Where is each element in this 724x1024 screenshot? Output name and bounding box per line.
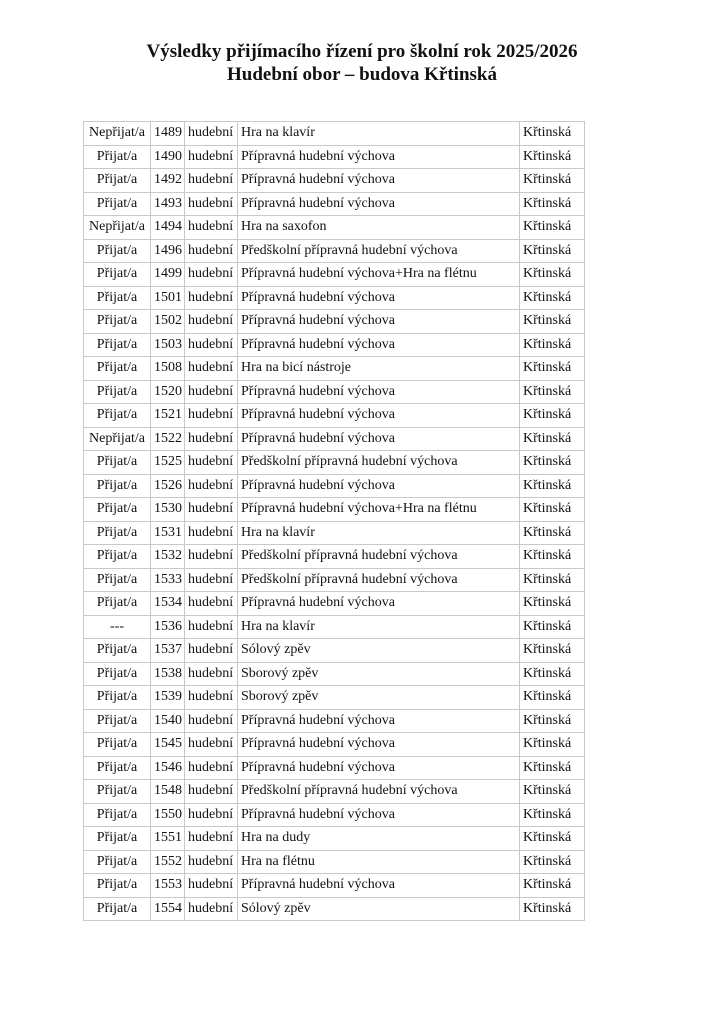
table-row (84, 662, 585, 686)
table-row (84, 521, 585, 545)
applicant-number-cell: 1522 (151, 427, 185, 451)
building-cell: Křtinská (520, 850, 585, 874)
subject-cell: Přípravná hudební výchova (238, 404, 520, 428)
building-cell: Křtinská (520, 286, 585, 310)
applicant-number-cell: 1496 (151, 239, 185, 263)
status-cell: Přijat/a (84, 686, 151, 710)
subject-cell: Přípravná hudební výchova (238, 733, 520, 757)
building-cell: Křtinská (520, 451, 585, 475)
department-cell: hudební (185, 568, 238, 592)
building-cell: Křtinská (520, 709, 585, 733)
building-cell: Křtinská (520, 592, 585, 616)
status-cell: Přijat/a (84, 592, 151, 616)
table-row (84, 756, 585, 780)
subject-cell: Hra na klavír (238, 521, 520, 545)
status-cell: Přijat/a (84, 850, 151, 874)
department-cell: hudební (185, 615, 238, 639)
table-row (84, 803, 585, 827)
subject-cell: Hra na bicí nástroje (238, 357, 520, 381)
table-row (84, 498, 585, 522)
table-row (84, 427, 585, 451)
results-table (83, 121, 585, 921)
department-cell: hudební (185, 145, 238, 169)
building-cell: Křtinská (520, 192, 585, 216)
building-cell: Křtinská (520, 333, 585, 357)
department-cell: hudební (185, 263, 238, 287)
subject-cell: Přípravná hudební výchova (238, 169, 520, 193)
subject-cell: Sborový zpěv (238, 662, 520, 686)
department-cell: hudební (185, 286, 238, 310)
subject-cell: Přípravná hudební výchova (238, 803, 520, 827)
table-row (84, 451, 585, 475)
department-cell: hudební (185, 169, 238, 193)
department-cell: hudební (185, 404, 238, 428)
status-cell: Přijat/a (84, 474, 151, 498)
department-cell: hudební (185, 380, 238, 404)
subject-cell: Přípravná hudební výchova (238, 709, 520, 733)
table-row (84, 827, 585, 851)
building-cell: Křtinská (520, 803, 585, 827)
status-cell: Přijat/a (84, 897, 151, 921)
applicant-number-cell: 1532 (151, 545, 185, 569)
department-cell: hudební (185, 239, 238, 263)
department-cell: hudební (185, 357, 238, 381)
department-cell: hudební (185, 122, 238, 146)
subject-cell: Předškolní přípravná hudební výchova (238, 780, 520, 804)
department-cell: hudební (185, 192, 238, 216)
department-cell: hudební (185, 780, 238, 804)
department-cell: hudební (185, 521, 238, 545)
subject-cell: Předškolní přípravná hudební výchova (238, 568, 520, 592)
table-row (84, 239, 585, 263)
applicant-number-cell: 1545 (151, 733, 185, 757)
building-cell: Křtinská (520, 639, 585, 663)
building-cell: Křtinská (520, 145, 585, 169)
applicant-number-cell: 1520 (151, 380, 185, 404)
department-cell: hudební (185, 498, 238, 522)
table-row (84, 216, 585, 240)
status-cell: Přijat/a (84, 709, 151, 733)
table-row (84, 639, 585, 663)
department-cell: hudební (185, 874, 238, 898)
applicant-number-cell: 1534 (151, 592, 185, 616)
subject-cell: Přípravná hudební výchova (238, 192, 520, 216)
table-row (84, 145, 585, 169)
status-cell: Přijat/a (84, 451, 151, 475)
subject-cell: Předškolní přípravná hudební výchova (238, 239, 520, 263)
applicant-number-cell: 1501 (151, 286, 185, 310)
department-cell: hudební (185, 639, 238, 663)
status-cell: Přijat/a (84, 263, 151, 287)
applicant-number-cell: 1502 (151, 310, 185, 334)
department-cell: hudební (185, 216, 238, 240)
table-row (84, 874, 585, 898)
table-row (84, 380, 585, 404)
subject-cell: Předškolní přípravná hudební výchova (238, 451, 520, 475)
table-row (84, 310, 585, 334)
applicant-number-cell: 1551 (151, 827, 185, 851)
subject-cell: Přípravná hudební výchova (238, 874, 520, 898)
applicant-number-cell: 1493 (151, 192, 185, 216)
status-cell: Přijat/a (84, 310, 151, 334)
building-cell: Křtinská (520, 615, 585, 639)
subject-cell: Sólový zpěv (238, 639, 520, 663)
status-cell: Přijat/a (84, 780, 151, 804)
status-cell: Přijat/a (84, 286, 151, 310)
building-cell: Křtinská (520, 357, 585, 381)
building-cell: Křtinská (520, 733, 585, 757)
applicant-number-cell: 1548 (151, 780, 185, 804)
table-row (84, 474, 585, 498)
table-row (84, 122, 585, 146)
applicant-number-cell: 1526 (151, 474, 185, 498)
subject-cell: Hra na dudy (238, 827, 520, 851)
applicant-number-cell: 1540 (151, 709, 185, 733)
applicant-number-cell: 1554 (151, 897, 185, 921)
subject-cell: Přípravná hudební výchova (238, 427, 520, 451)
applicant-number-cell: 1521 (151, 404, 185, 428)
status-cell: Přijat/a (84, 404, 151, 428)
status-cell: Přijat/a (84, 380, 151, 404)
building-cell: Křtinská (520, 568, 585, 592)
applicant-number-cell: 1546 (151, 756, 185, 780)
applicant-number-cell: 1494 (151, 216, 185, 240)
subject-cell: Hra na saxofon (238, 216, 520, 240)
department-cell: hudební (185, 427, 238, 451)
building-cell: Křtinská (520, 216, 585, 240)
applicant-number-cell: 1536 (151, 615, 185, 639)
status-cell: Přijat/a (84, 639, 151, 663)
status-cell: Přijat/a (84, 357, 151, 381)
applicant-number-cell: 1489 (151, 122, 185, 146)
subject-cell: Přípravná hudební výchova (238, 286, 520, 310)
page-title (0, 40, 724, 86)
subject-cell: Přípravná hudební výchova (238, 333, 520, 357)
department-cell: hudební (185, 686, 238, 710)
building-cell: Křtinská (520, 662, 585, 686)
status-cell: Přijat/a (84, 239, 151, 263)
department-cell: hudební (185, 474, 238, 498)
status-cell: Nepřijat/a (84, 122, 151, 146)
applicant-number-cell: 1530 (151, 498, 185, 522)
department-cell: hudební (185, 709, 238, 733)
applicant-number-cell: 1553 (151, 874, 185, 898)
department-cell: hudební (185, 827, 238, 851)
status-cell: Přijat/a (84, 145, 151, 169)
building-cell: Křtinská (520, 756, 585, 780)
subject-cell: Přípravná hudební výchova (238, 310, 520, 334)
building-cell: Křtinská (520, 122, 585, 146)
applicant-number-cell: 1550 (151, 803, 185, 827)
building-cell: Křtinská (520, 686, 585, 710)
building-cell: Křtinská (520, 380, 585, 404)
table-row (84, 592, 585, 616)
applicant-number-cell: 1503 (151, 333, 185, 357)
title-line-1: Výsledky přijímacího řízení pro školní rok 2025/2026 (146, 41, 578, 62)
status-cell: Přijat/a (84, 733, 151, 757)
table-row (84, 286, 585, 310)
building-cell: Křtinská (520, 404, 585, 428)
department-cell: hudební (185, 333, 238, 357)
table-row (84, 263, 585, 287)
table-row (84, 357, 585, 381)
department-cell: hudební (185, 897, 238, 921)
subject-cell: Přípravná hudební výchova (238, 145, 520, 169)
subject-cell: Sólový zpěv (238, 897, 520, 921)
applicant-number-cell: 1492 (151, 169, 185, 193)
subject-cell: Hra na flétnu (238, 850, 520, 874)
department-cell: hudební (185, 733, 238, 757)
table-row (84, 404, 585, 428)
status-cell: Nepřijat/a (84, 427, 151, 451)
status-cell: Přijat/a (84, 169, 151, 193)
status-cell: Přijat/a (84, 874, 151, 898)
applicant-number-cell: 1525 (151, 451, 185, 475)
title-line-2: Hudební obor – budova Křtinská (227, 64, 497, 85)
subject-cell: Přípravná hudební výchova (238, 592, 520, 616)
status-cell: Přijat/a (84, 803, 151, 827)
building-cell: Křtinská (520, 498, 585, 522)
subject-cell: Přípravná hudební výchova+Hra na flétnu (238, 263, 520, 287)
applicant-number-cell: 1499 (151, 263, 185, 287)
applicant-number-cell: 1531 (151, 521, 185, 545)
table-row (84, 780, 585, 804)
status-cell: Přijat/a (84, 756, 151, 780)
status-cell: Přijat/a (84, 521, 151, 545)
table-row (84, 733, 585, 757)
applicant-number-cell: 1538 (151, 662, 185, 686)
status-cell: Přijat/a (84, 192, 151, 216)
status-cell: Přijat/a (84, 498, 151, 522)
department-cell: hudební (185, 451, 238, 475)
status-cell: Nepřijat/a (84, 216, 151, 240)
subject-cell: Přípravná hudební výchova (238, 756, 520, 780)
applicant-number-cell: 1539 (151, 686, 185, 710)
department-cell: hudební (185, 310, 238, 334)
building-cell: Křtinská (520, 545, 585, 569)
applicant-number-cell: 1533 (151, 568, 185, 592)
department-cell: hudební (185, 662, 238, 686)
department-cell: hudební (185, 592, 238, 616)
status-cell: --- (84, 615, 151, 639)
subject-cell: Přípravná hudební výchova+Hra na flétnu (238, 498, 520, 522)
table-row (84, 615, 585, 639)
table-row (84, 545, 585, 569)
table-row (84, 568, 585, 592)
department-cell: hudební (185, 545, 238, 569)
table-row (84, 192, 585, 216)
building-cell: Křtinská (520, 169, 585, 193)
subject-cell: Hra na klavír (238, 122, 520, 146)
subject-cell: Sborový zpěv (238, 686, 520, 710)
department-cell: hudební (185, 803, 238, 827)
subject-cell: Přípravná hudební výchova (238, 474, 520, 498)
table-row (84, 169, 585, 193)
subject-cell: Přípravná hudební výchova (238, 380, 520, 404)
table-row (84, 333, 585, 357)
applicant-number-cell: 1508 (151, 357, 185, 381)
building-cell: Křtinská (520, 239, 585, 263)
applicant-number-cell: 1552 (151, 850, 185, 874)
building-cell: Křtinská (520, 310, 585, 334)
status-cell: Přijat/a (84, 568, 151, 592)
status-cell: Přijat/a (84, 333, 151, 357)
building-cell: Křtinská (520, 474, 585, 498)
department-cell: hudební (185, 850, 238, 874)
building-cell: Křtinská (520, 263, 585, 287)
status-cell: Přijat/a (84, 827, 151, 851)
table-row (84, 686, 585, 710)
building-cell: Křtinská (520, 427, 585, 451)
building-cell: Křtinská (520, 897, 585, 921)
status-cell: Přijat/a (84, 662, 151, 686)
building-cell: Křtinská (520, 874, 585, 898)
applicant-number-cell: 1490 (151, 145, 185, 169)
subject-cell: Předškolní přípravná hudební výchova (238, 545, 520, 569)
building-cell: Křtinská (520, 780, 585, 804)
building-cell: Křtinská (520, 521, 585, 545)
results-table-body (84, 122, 585, 921)
table-row (84, 897, 585, 921)
subject-cell: Hra na klavír (238, 615, 520, 639)
table-row (84, 850, 585, 874)
applicant-number-cell: 1537 (151, 639, 185, 663)
building-cell: Křtinská (520, 827, 585, 851)
status-cell: Přijat/a (84, 545, 151, 569)
table-row (84, 709, 585, 733)
department-cell: hudební (185, 756, 238, 780)
